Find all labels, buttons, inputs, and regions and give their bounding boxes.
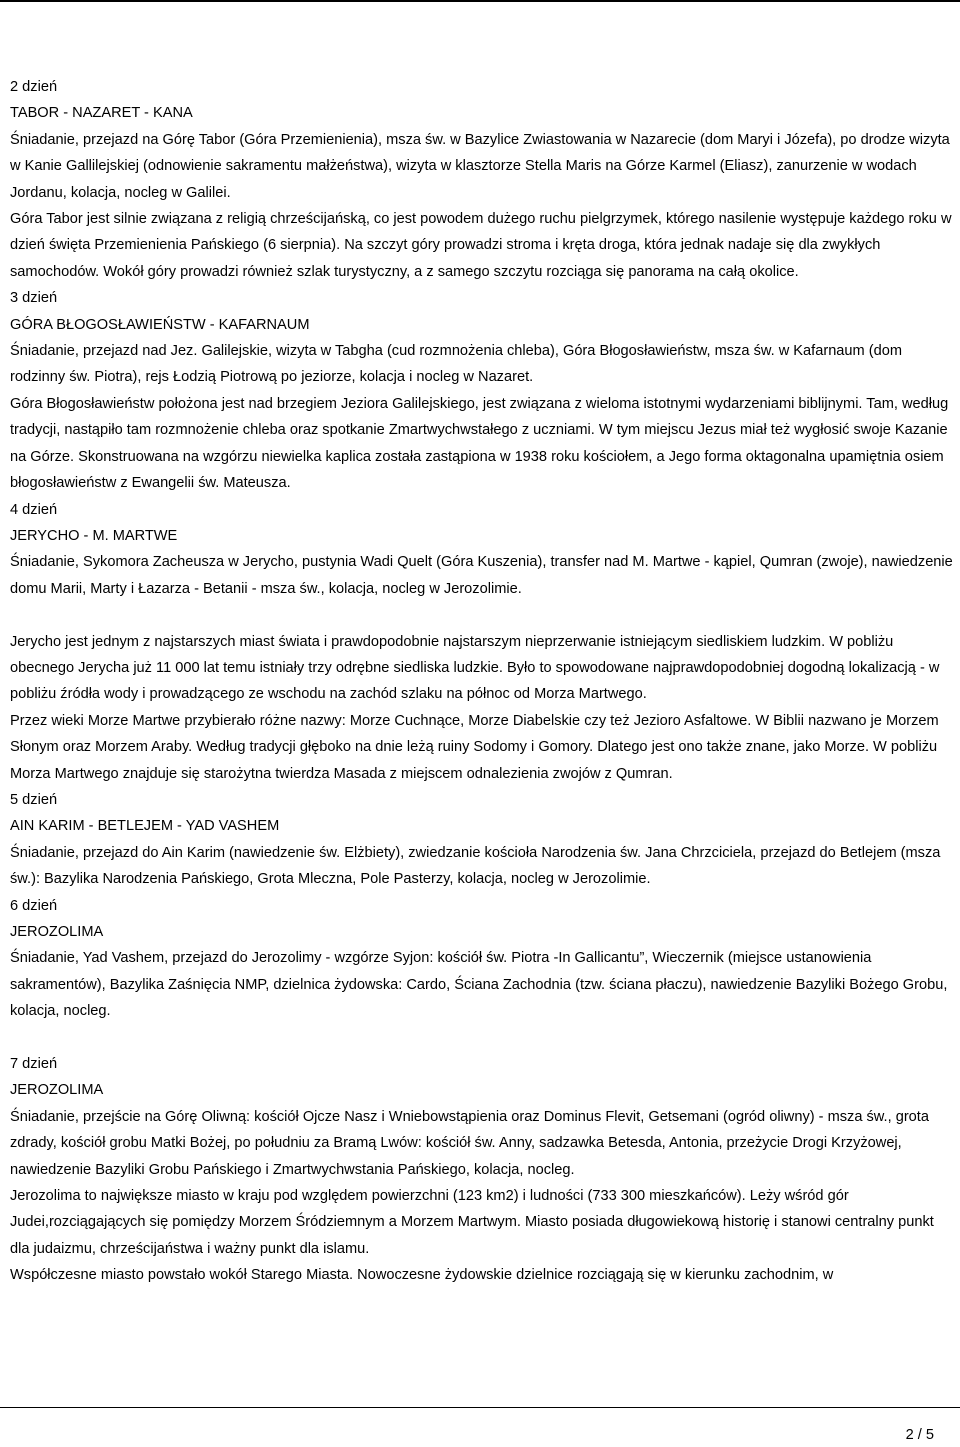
- day-4-dead-sea-description: Przez wieki Morze Martwe przybierało różne nazwy: Morze Cuchnące, Morze Diabelskie czy też Jezioro Asfaltowe. W Biblii nazwano je Morzem Słonym oraz Morzem Araby. Według tradycji głęboko na dnie leżą ruiny Sodomy i Gomory. Dlatego jest ono także znane, jako Morze. W pobliżu Morza Martwego znajduje się starożytna twierdza Masada z miejscem odnalezienia zwojów z Qumran.: [10, 712, 943, 782]
- blank-line: [10, 1025, 956, 1051]
- day-4-title: JERYCHO - M. MARTWE: [10, 527, 178, 544]
- day-6-label: 6 dzień: [10, 897, 58, 914]
- day-6-title: JEROZOLIMA: [10, 923, 104, 940]
- day-7-title: JEROZOLIMA: [10, 1082, 104, 1099]
- day-2-itinerary: Śniadanie, przejazd na Górę Tabor (Góra Przemienienia), msza św. w Bazylice Zwiastowania w Nazarecie (dom Maryi i Józefa), po drodze wizyta w Kanie Gallilejskiej (odnowienie sakramentu małżeństwa), wizyta w klasztorze Stella Maris na Górze Karmel (Eliasz), zanurzenie w wodach Jordanu, kolacja, nocleg w Galilei.: [10, 131, 954, 201]
- day-7-itinerary: Śniadanie, przejście na Górę Oliwną: kościół Ojcze Nasz i Wniebowstąpienia oraz Dominus Flevit, Getsemani (ogród oliwny) - msza św., grota zdrady, kościół grobu Matki Bożej, po południu za Bramą Lwów: kościół św. Anny, sadzawka Betesda, Antonia, przeżycie Drogi Krzyżowej, nawiedzenie Bazyliki Grobu Pańskiego i Zmartwychwstania Pańskiego, kolacja, nocleg.: [10, 1108, 934, 1178]
- day-3-title: GÓRA BŁOGOSŁAWIEŃSTW - KAFARNAUM: [10, 316, 310, 333]
- day-3-itinerary: Śniadanie, przejazd nad Jez. Galilejskie, wizyta w Tabgha (cud rozmnożenia chleba), Góra Błogosławieństw, msza św. w Kafarnaum (dom rodzinny św. Piotra), rejs Łodzią Piotrową po jeziorze, kolacja i nocleg w Nazaret.: [10, 343, 907, 386]
- day-5-title: AIN KARIM - BETLEJEM - YAD VASHEM: [10, 818, 280, 835]
- day-2-title: TABOR - NAZARET - KANA: [10, 105, 193, 122]
- day-6-itinerary: Śniadanie, Yad Vashem, przejazd do Jerozolimy - wzgórze Syjon: kościół św. Piotra -In Gallicantu”, Wieczernik (miejsce ustanowienia sakramentów), Bazylika Zaśnięcia NMP, dzielnica żydowska: Cardo, Ściana Zachodnia (tzw. ściana płaczu), nawiedzenie Bazyliki Bożego Grobu, kolacja, nocleg.: [10, 950, 952, 1020]
- footer-divider: [0, 1407, 960, 1408]
- day-3-label: 3 dzień: [10, 290, 58, 307]
- day-2-label: 2 dzień: [10, 79, 58, 95]
- day-7-label: 7 dzień: [10, 1056, 58, 1072]
- top-border-line: [0, 0, 960, 2]
- day-2-description: Góra Tabor jest silnie związana z religią chrześcijańską, co jest powodem dużego ruchu pielgrzymek, którego nasilenie występuje każdego roku w dzień święta Przemienienia Pańskiego (6 sierpnia). Na szczyt góry prowadzi stroma i kręta droga, która jednak nadaje się dla zwykłych samochodów. Wokół góry prowadzi również szlak turystyczny, a z samego szczytu rozciąga się panorama na całą okolice.: [10, 211, 956, 280]
- day-7-jerusalem-description: Jerozolima to największe miasto w kraju pod względem powierzchni (123 km2) i ludności (733 300 mieszkańców). Leży wśród gór Judei,rozciągających się pomiędzy Morzem Śródziemnym a Morzem Martwym. Miasto posiada długowiekową historię i stanowi centralny punkt dla judaizmu, chrześcijaństwa i ważny punkt dla islamu.: [10, 1188, 938, 1257]
- day-7-modern-city-description: Współczesne miasto powstało wokół Starego Miasta. Nowoczesne żydowskie dzielnice rozciągają się w kierunku zachodnim, w: [10, 1267, 834, 1284]
- document-body: [10, 74, 956, 1289]
- day-3-description: Góra Błogosławieństw położona jest nad brzegiem Jeziora Galilejskiego, jest związana z wieloma istotnymi wydarzeniami biblijnymi. Tam, według tradycji, nastąpiło tam rozmnożenie chleba oraz spotkanie Zmartwychwstałego z uczniami. W tym miejscu Jezus miał też wygłosić swoje Kazanie na Górze. Skonstruowana na wzgórzu niewielka kaplica została zastąpiona w 1938 roku kościołem, a Jego forma oktagonalna upamiętnia osiem błogosławieństw z Ewangelii św. Mateusza.: [10, 395, 953, 492]
- day-5-itinerary: Śniadanie, przejazd do Ain Karim (nawiedzenie św. Elżbiety), zwiedzanie kościoła Narodzenia św. Jana Chrzciciela, przejazd do Betlejem (msza św.): Bazylika Narodzenia Pańskiego, Grota Mleczna, Pole Pasterzy, kolacja, nocleg w Jerozolimie.: [10, 844, 945, 888]
- day-4-jericho-description: Jerycho jest jednym z najstarszych miast świata i prawdopodobnie najstarszym nieprzerwanie istniejącym siedliskiem ludzkim. W pobliżu obecnego Jerycha już 11 000 lat temu istniały trzy odrębne siedliska ludzkie. Było to spowodowane najprawdopodobniej dogodną lokalizacją - w pobliżu źródła wody i prowadzącego ze wschodu na zachód szlaku na północ od Morza Martwego.: [10, 633, 944, 703]
- day-4-label: 4 dzień: [10, 501, 58, 518]
- blank-line: [10, 602, 956, 628]
- page-number: 2 / 5: [905, 1427, 934, 1443]
- day-5-label: 5 dzień: [10, 791, 58, 808]
- day-4-itinerary: Śniadanie, Sykomora Zacheusza w Jerycho, pustynia Wadi Quelt (Góra Kuszenia), transfer nad M. Martwe - kąpiel, Qumran (zwoje), nawiedzenie domu Marii, Marty i Łazarza - Betanii - msza św., kolacja, nocleg w Jerozolimie.: [10, 554, 957, 597]
